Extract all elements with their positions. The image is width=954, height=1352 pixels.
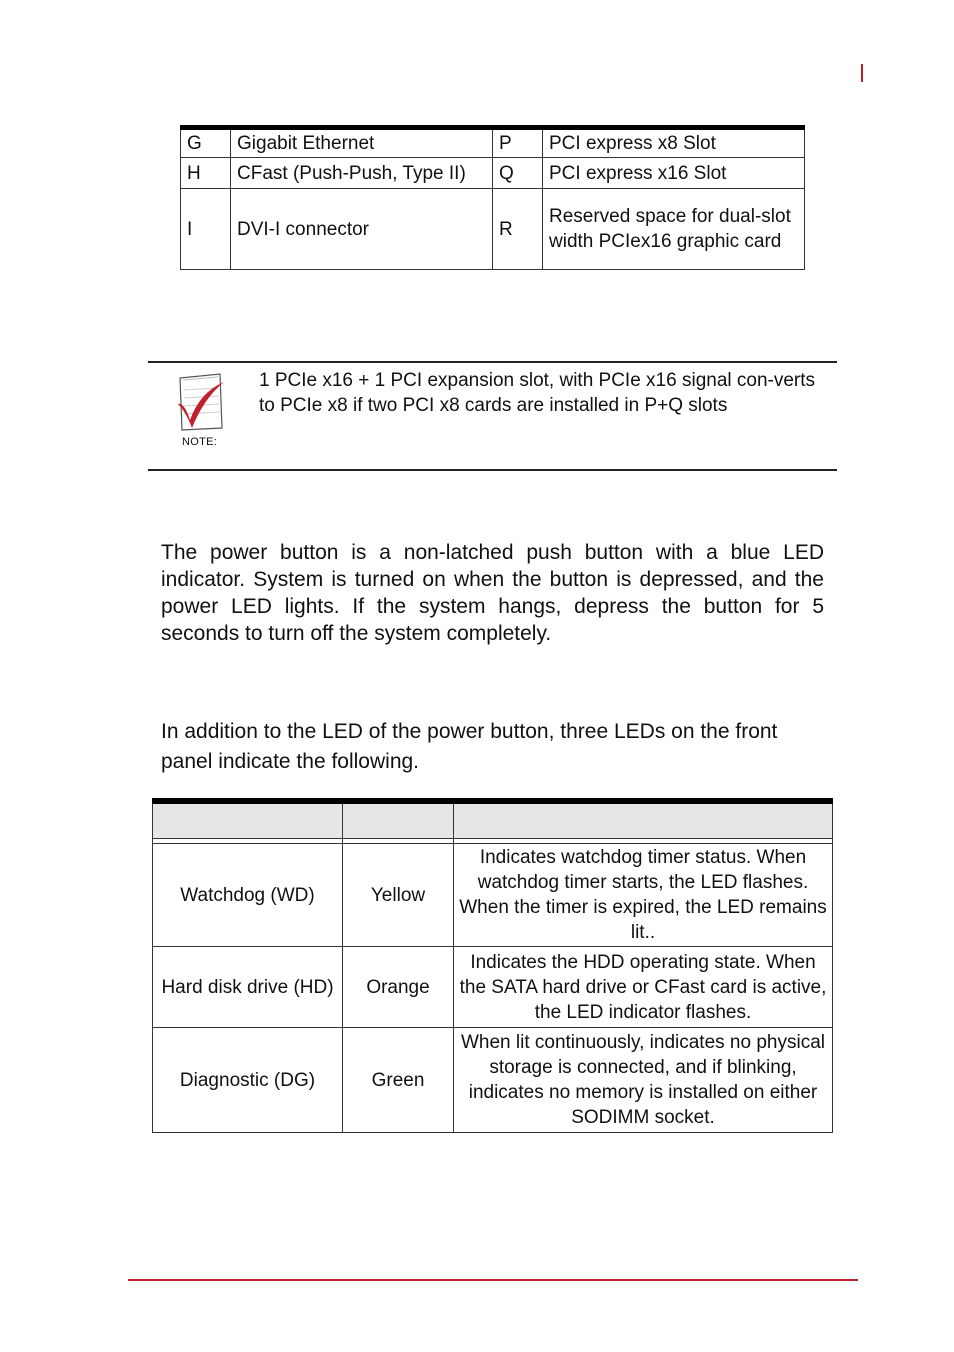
- page-marker: [861, 64, 863, 82]
- table-row: [181, 158, 805, 189]
- led-color: Orange: [343, 947, 454, 1028]
- led-name: Hard disk drive (HD): [153, 947, 343, 1028]
- led-table: [152, 798, 833, 1133]
- connector-name: DVI-I connector: [231, 189, 493, 270]
- connector-key: H: [181, 158, 231, 189]
- connector-name: Reserved space for dual-slot width PCIex16 graphic card: [543, 189, 805, 270]
- table-row: [181, 189, 805, 270]
- connector-key: Q: [493, 158, 543, 189]
- connector-key: G: [181, 128, 231, 158]
- note-checkmark-icon: [174, 372, 226, 434]
- note-label: NOTE:: [182, 436, 218, 448]
- led-description: When lit continuously, indicates no physical storage is connected, and if blinking, indicates no memory is installed on either SODIMM socket.: [454, 1028, 833, 1133]
- table-row: [153, 947, 833, 1028]
- led-intro-paragraph: In addition to the LED of the power button, three LEDs on the front panel indicate the following.: [161, 720, 778, 773]
- connector-name: CFast (Push-Push, Type II): [231, 158, 493, 189]
- table-row: [153, 844, 833, 947]
- connector-name: PCI express x8 Slot: [543, 128, 805, 158]
- power-button-paragraph: The power button is a non-latched push button with a blue LED indicator. System is turned on when the button is depressed, and the power LED lights. If the system hangs, depress the button for 5 seconds to turn off the system completely.: [161, 541, 824, 645]
- led-color: Yellow: [343, 844, 454, 947]
- footer-rule: [128, 1279, 858, 1281]
- led-name: Diagnostic (DG): [153, 1028, 343, 1133]
- connector-name: Gigabit Ethernet: [231, 128, 493, 158]
- led-description: Indicates watchdog timer status. When watchdog timer starts, the LED flashes. When the timer is expired, the LED remains lit..: [454, 844, 833, 947]
- column-header: [454, 801, 833, 839]
- led-description: Indicates the HDD operating state. When the SATA hard drive or CFast card is active, the LED indicator flashes.: [454, 947, 833, 1028]
- table-row: [181, 128, 805, 158]
- connector-key: P: [493, 128, 543, 158]
- led-name: Watchdog (WD): [153, 844, 343, 947]
- note-bottom-rule: [148, 469, 837, 471]
- note-text: 1 PCIe x16 + 1 PCI expansion slot, with PCIe x16 signal con-verts to PCIe x8 if two PCI x8 cards are installed in P+Q slots: [259, 370, 816, 416]
- column-header: [343, 801, 454, 839]
- table-row: [153, 1028, 833, 1133]
- table-header-row: [153, 801, 833, 839]
- column-header: [153, 801, 343, 839]
- led-color: Green: [343, 1028, 454, 1133]
- note-top-rule: [148, 361, 837, 363]
- connector-key: I: [181, 189, 231, 270]
- connector-table: [180, 125, 805, 270]
- connector-name: PCI express x16 Slot: [543, 158, 805, 189]
- connector-key: R: [493, 189, 543, 270]
